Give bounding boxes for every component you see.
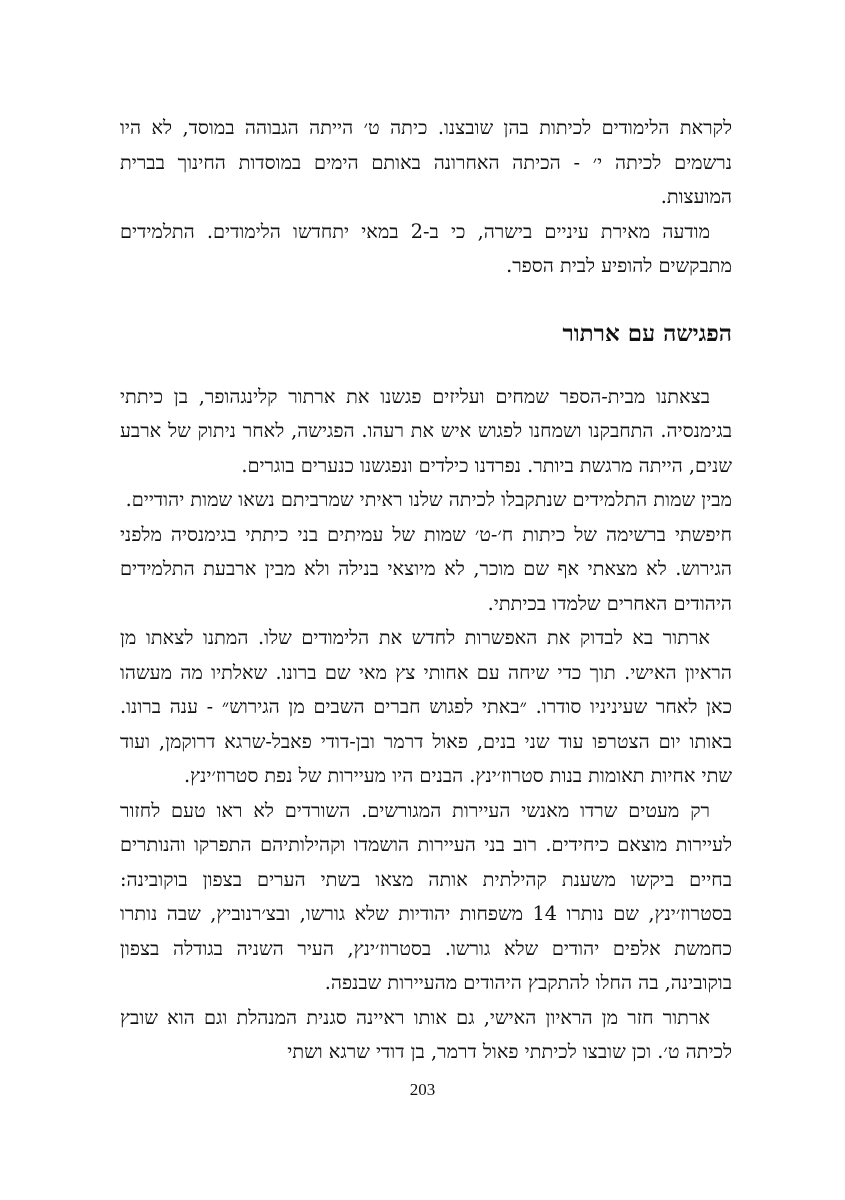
page-number: 203 (409, 1080, 436, 1099)
paragraph: מודעה מאירת עיניים בישרה, כי ב-2 במאי יתחדשו הלימודים. התלמידים מתבקשים להופיע לבית הספר. (120, 219, 732, 277)
paragraph: לקראת הלימודים לכיתות בהן שובצנו. כיתה ט׳ הייתה הגבוהה במוסד, לא היו נרשמים לכיתה י׳ - הכיתה האחרונה באותם הימים במוסדות החינוך בברית המועצות. (120, 116, 732, 208)
paragraph: רק מעטים שרדו מאנשי העיירות המגורשים. השורדים לא ראו טעם לחזור לעיירות מוצאם כיחידים. רוב בני העיירות הושמדו וקהילותיהם התפרקו והנותרים בחיים ביקשו משענת קהילתית אותה מצאו בשתי הערים בצפון בוקובינה: בסטרוז׳ינץ, שם נותרו 14 משפחות יהודיות שלא גורשו, ובצ׳רנוביץ, שבה נותרו כחמשת אלפים יהודים שלא גורשו. בסטרוז׳ינץ, העיר השניה בגודלה בצפון בוקובינה, בה החלו להתקבץ היהודים מהעיירות שבנפה. (120, 798, 732, 994)
paragraph: בצאתנו מבית-הספר שמחים ועליזים פגשנו את ארתור קלינגהופר, בן כיתתי בגימנסיה. התחבקנו ושמחנו לפגוש איש את רעהו. הפגישה, לאחר ניתוק של ארבע שנים, הייתה מרגשת ביותר. נפרדנו כילדים ונפגשנו כנערים בוגרים. (120, 384, 732, 477)
paragraph: חיפשתי ברשימה של כיתות ח׳-ט׳ שמות של עמיתים בני כיתתי בגימנסיה מלפני הגירוש. לא מצאתי אף שם מוכר, לא מיוצאי בנילה ולא מבין ארבעת התלמידים היהודים האחרים שלמדו בכיתתי. (120, 522, 732, 615)
section-heading: הפגישה עם ארתור (562, 319, 732, 347)
page-body (120, 111, 732, 1070)
paragraph: ארתור חזר מן הראיון האישי, גם אותו ראיינה סגנית המנהלת וגם הוא שובץ לכיתה ט׳. וכן שובצו לכיתתי פאול דרמר, בן דודי שרגא ושתי (120, 1005, 732, 1063)
paragraph: מבין שמות התלמידים שנתקבלו לכיתה שלנו ראיתי שמרביתם נשאו שמות יהודיים. (125, 488, 732, 511)
paragraph: ארתור בא לבדוק את האפשרות לחדש את הלימודים שלו. המתנו לצאתו מן הראיון האישי. תוך כדי שיחה עם אחותי צץ מאי שם ברונו. שאלתיו מה מעשהו כאן לאחר שעיניניו סודרו. ״באתי לפגוש חברים השבים מן הגירוש״ - ענה ברונו. באותו יום הצטרפו עוד שני בנים, פאול דרמר ובן-דודי פאבל-שרגא דרוקמן, ועוד שתי אחיות תאומות בנות סטרוז׳ינץ. הבנים היו מעיירות של נפת סטרוז׳ינץ. (120, 626, 732, 787)
